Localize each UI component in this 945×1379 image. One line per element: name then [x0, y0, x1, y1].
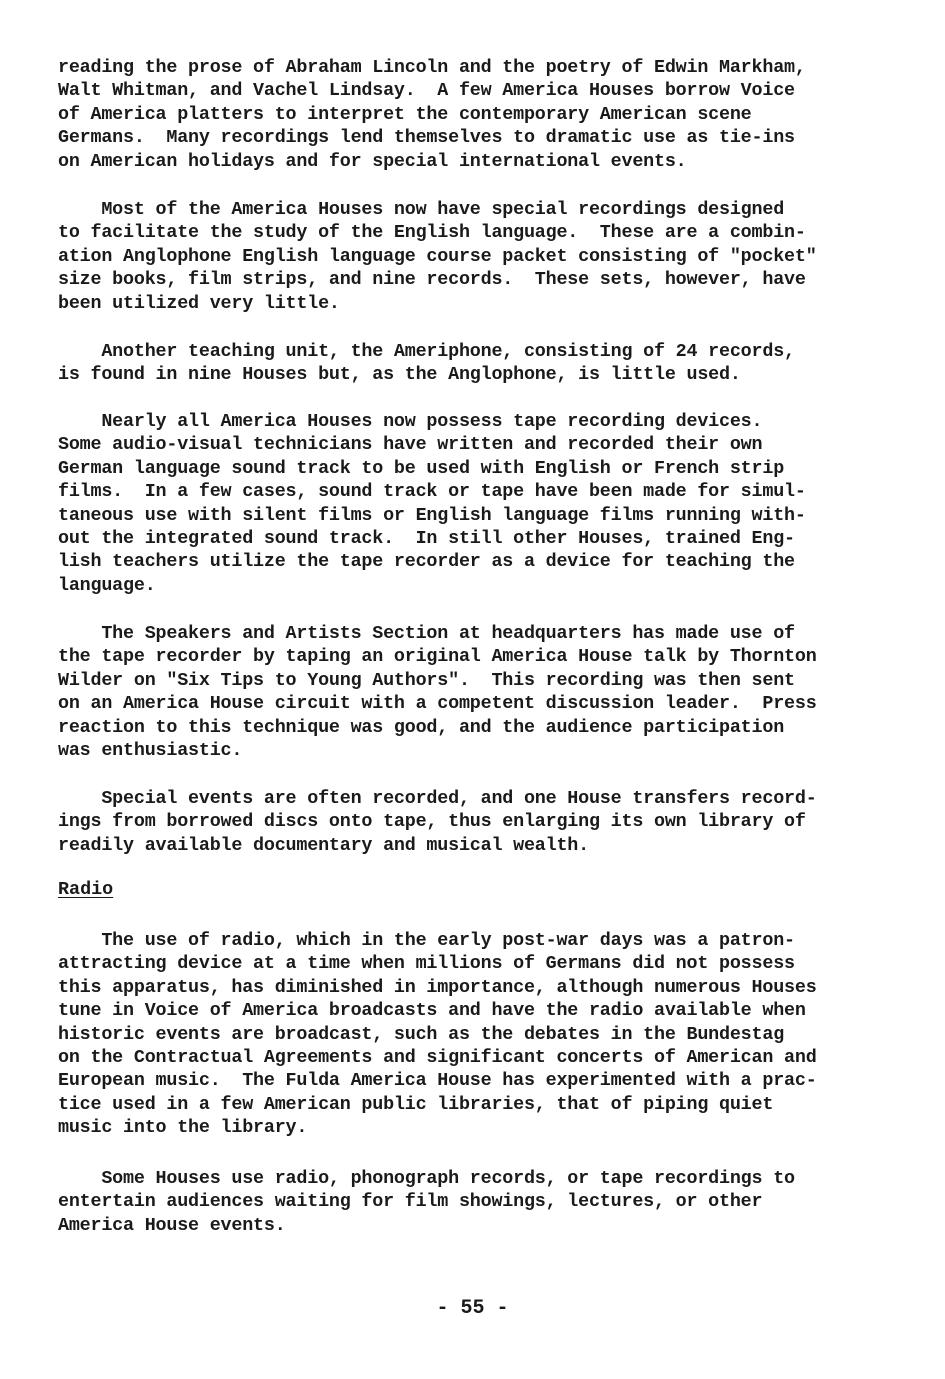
section-heading-radio: Radio	[58, 879, 114, 900]
page-number: - 55 -	[436, 1297, 509, 1320]
paragraph-speakers-section: The Speakers and Artists Section at headquarters has made use of the tape recorder by taping an original America House talk by Thornton Wilder on "Six Tips to Young Authors". This recording was then sent on an America House circuit with a competent discussion leader. Press reaction to this technique was good, and the audience participation was enthusiastic.	[58, 623, 817, 762]
paragraph-english-recordings: Most of the America Houses now have special recordings designed to facilitate the study of the English language. These are a combin- ation Anglophone English language course packet consisting of "pocket" size books, film strips, and nine records. These sets, however, have been utilized very little.	[58, 199, 817, 314]
paragraph-entertain-audiences: Some Houses use radio, phonograph records, or tape recordings to entertain audiences waiting for film showings, lectures, or other America House events.	[58, 1168, 795, 1236]
paragraph-ameriphone: Another teaching unit, the Ameriphone, consisting of 24 records, is found in nine Houses but, as the Anglophone, is little used.	[58, 341, 795, 386]
paragraph-special-events: Special events are often recorded, and one House transfers record- ings from borrowed discs onto tape, thus enlarging its own library of readily available documentary and musical wealth.	[58, 788, 817, 856]
paragraph-tape-recording: Nearly all America Houses now possess tape recording devices. Some audio-visual technicians have written and recorded their own German language sound track to be used with English or French strip films. In a few cases, sound track or tape have been made for simul- taneous use with silent films or English language films running with- out the integrated sound track. In still other Houses, trained Eng- lish teachers utilize the tape recorder as a device for teaching the language.	[58, 411, 806, 596]
paragraph-radio-use: The use of radio, which in the early post-war days was a patron- attracting device at a time when millions of Germans did not possess this apparatus, has diminished in importance, although numerous Houses tune in Voice of America broadcasts and have the radio available when historic events are broadcast, such as the debates in the Bundestag on the Contractual Agreements and significant concerts of American and European music. The Fulda America House has experimented with a prac- tice used in a few American public libraries, that of piping quiet music into the library.	[58, 930, 817, 1139]
paragraph-recordings-poetry: reading the prose of Abraham Lincoln and the poetry of Edwin Markham, Walt Whitman, and Vachel Lindsay. A few America Houses borrow Voice of America platters to interpret the contemporary American scene Germans. Many recordings lend themselves to dramatic use as tie-ins on American holidays and for special international events.	[58, 57, 806, 172]
